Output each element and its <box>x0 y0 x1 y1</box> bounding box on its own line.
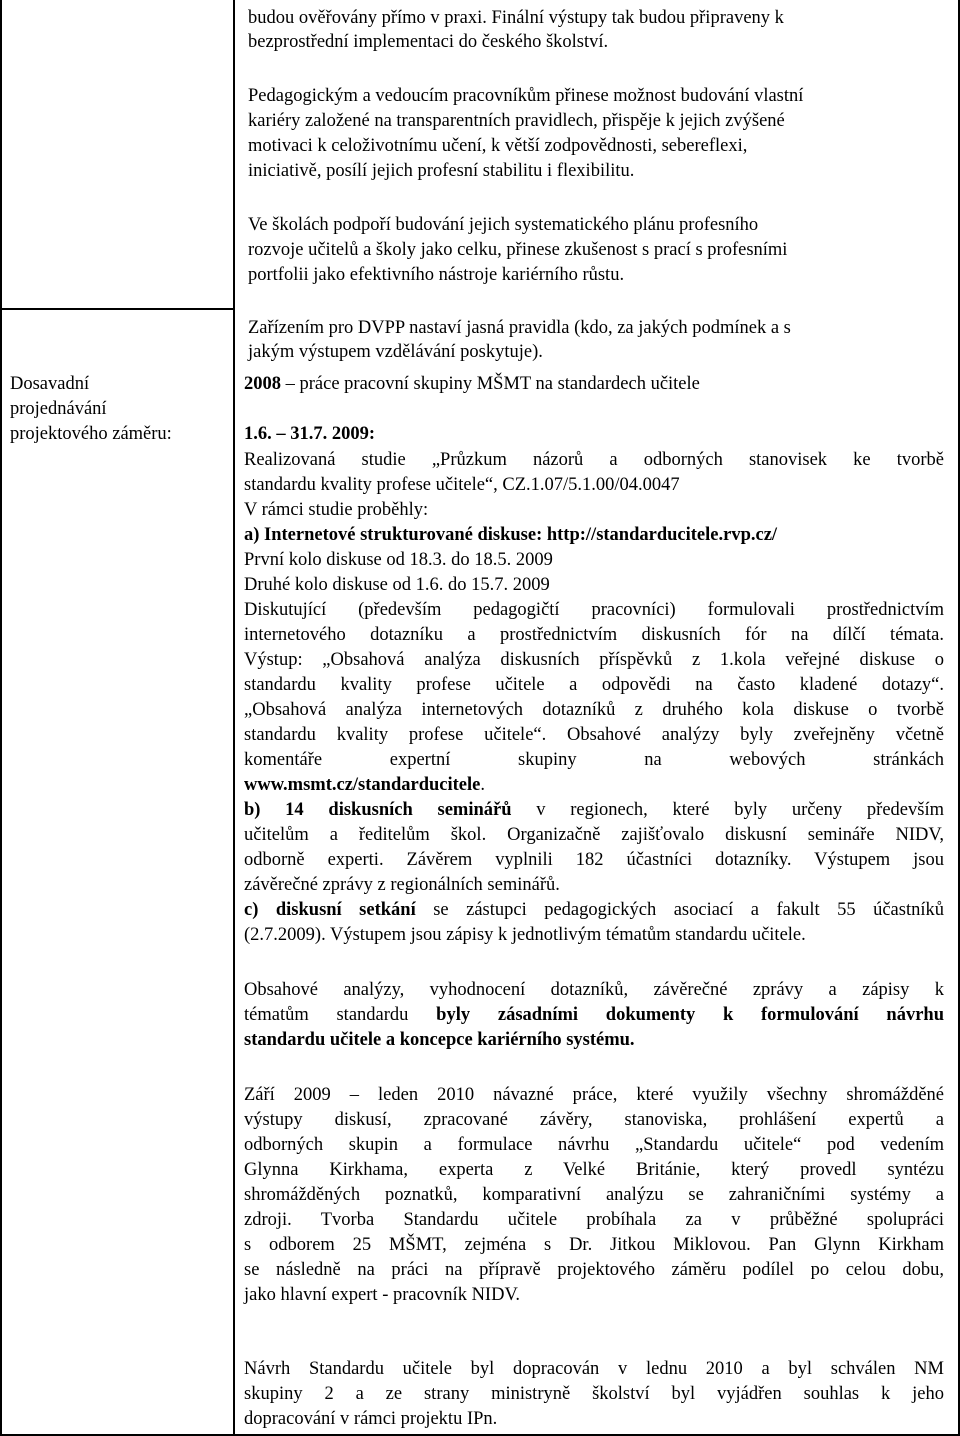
seminars-line: závěrečné zprávy z regionálních seminářů. <box>244 875 560 895</box>
table-column-divider <box>233 0 235 1436</box>
discussion-text-line: standardu kvality profese učitele“. Obsahové analýzy byly zveřejněny včetně <box>244 725 944 745</box>
paragraph-final-outputs-line: budou ověřovány přímo v praxi. Finální výstupy tak budou připraveny k <box>248 8 784 28</box>
seminars-text: v regionech, které byly určeny především <box>511 800 944 820</box>
discussion-round-1: První kolo diskuse od 18.3. do 18.5. 2009 <box>244 550 553 570</box>
meeting-line <box>244 898 944 922</box>
discussion-text-line: komentáře expertní skupiny na webových stránkách <box>244 750 944 770</box>
left-cell-divider <box>0 308 233 310</box>
history-2008-line <box>244 372 700 396</box>
approval-paragraph-line: dopracování v rámci projektu IPn. <box>244 1409 498 1429</box>
table-border-left <box>0 0 2 1436</box>
paragraph-dvpp-line: jakým výstupem vzdělávání poskytuje). <box>248 342 543 362</box>
discussion-text-line: standardu kvality profese učitele a odpovědi na často kladené dotazy“. <box>244 675 944 695</box>
kirkham-paragraph-line: Glynna Kirkhama, experta z Velké Británie, který provedl syntézu <box>244 1160 944 1180</box>
discussion-text-line: „Obsahová analýza internetových dotazníků z druhého kola diskuse o tvorbě <box>244 700 944 720</box>
paragraph-dvpp-line: Zařízením pro DVPP nastaví jasná pravidla (kdo, za jakých podmínek a s <box>248 318 791 338</box>
outputs-summary-line: standardu učitele a koncepce kariérního systému. <box>244 1030 635 1050</box>
row-label-line-1: Dosavadní <box>10 374 90 394</box>
discussion-text-line: Výstup: „Obsahová analýza diskusních příspěvků z 1.kola veřejné diskuse o <box>244 650 944 670</box>
outputs-summary-bold: byly zásadními dokumenty k formulování návrhu <box>436 1005 944 1025</box>
kirkham-paragraph-line: se následně na práci na přípravě projektového záměru podílel po celou dobu, <box>244 1260 944 1280</box>
seminars-heading: b) 14 diskusních seminářů <box>244 800 512 820</box>
year-2008: 2008 <box>244 374 281 394</box>
paragraph-benefits-schools-line: rozvoje učitelů a školy jako celku, přinese zkušenost s prací s profesními <box>248 240 788 260</box>
meeting-heading: c) diskusní setkání <box>244 900 416 920</box>
paragraph-final-outputs-line: bezprostřední implementaci do českého školství. <box>248 32 609 52</box>
kirkham-paragraph-line: s odborem 25 MŠMT, zejména s Dr. Jitkou Miklovou. Pan Glynn Kirkham <box>244 1235 944 1255</box>
approval-paragraph-line: skupiny 2 a ze strany ministryně školství byl vyjádřen souhlas k jeho <box>244 1384 944 1404</box>
paragraph-benefits-staff-line: Pedagogickým a vedoucím pracovníkům přinese možnost budování vlastní <box>248 86 804 106</box>
discussion-text-line: internetového dotazníku a prostřednictvím diskusních fór na dílčí témata. <box>244 625 944 645</box>
row-label-line-2: projednávání <box>10 399 107 419</box>
paragraph-benefits-staff-line: iniciativě, posílí jejich profesní stabilitu i flexibilitu. <box>248 161 635 181</box>
kirkham-paragraph-line: odborných skupin a formulace návrhu „Standardu učitele“ pod vedením <box>244 1135 944 1155</box>
outputs-summary-line <box>244 1003 944 1027</box>
approval-paragraph-line: Návrh Standardu učitele byl dopracován v lednu 2010 a byl schválen NM <box>244 1359 944 1379</box>
kirkham-paragraph-line: jako hlavní expert - pracovník NIDV. <box>244 1285 521 1305</box>
paragraph-benefits-staff-line: motivaci k celoživotnímu učení, k větší zodpovědnosti, sebereflexi, <box>248 136 748 156</box>
seminars-line <box>244 798 944 822</box>
kirkham-paragraph-line: shromážděných poznatků, komparativní analýzu se zahraničními systémy a <box>244 1185 944 1205</box>
outputs-summary-text: tématům standardu <box>244 1005 437 1025</box>
kirkham-paragraph-line: výstupy diskusí, zpracované závěry, stanoviska, prohlášení expertů a <box>244 1110 944 1130</box>
msmt-link[interactable]: www.msmt.cz/standarducitele <box>244 775 481 795</box>
row-label-line-3: projektového záměru: <box>10 424 172 444</box>
sentence-end: . <box>480 775 485 795</box>
study-line: standardu kvality profese učitele“, CZ.1.07/5.1.00/04.0047 <box>244 475 680 495</box>
study-line: Realizovaná studie „Průzkum názorů a odborných stanovisek ke tvorbě <box>244 450 944 470</box>
meeting-text: se zástupci pedagogických asociací a fakult 55 účastníků <box>415 900 944 920</box>
paragraph-benefits-schools-line: portfolii jako efektivního nástroje kariérního růstu. <box>248 265 625 285</box>
paragraph-benefits-schools-line: Ve školách podpoří budování jejich systematického plánu profesního <box>248 215 759 235</box>
date-range-heading: 1.6. – 31.7. 2009: <box>244 424 376 444</box>
discussion-text-line: Diskutující (především pedagogičtí pracovníci) formulovali prostřednictvím <box>244 600 944 620</box>
seminars-line: učitelům a ředitelům škol. Organizačně zajišťovalo diskusní semináře NIDV, <box>244 825 944 845</box>
history-2008-text: – práce pracovní skupiny MŠMT na standardech učitele <box>281 374 700 394</box>
kirkham-paragraph-line: zdroji. Tvorba Standardu učitele probíhala za v průběžné spolupráci <box>244 1210 944 1230</box>
discussion-text-line <box>244 773 485 797</box>
outputs-summary-line: Obsahové analýzy, vyhodnocení dotazníků, závěrečné zprávy a zápisy k <box>244 980 944 1000</box>
paragraph-benefits-staff-line: kariéry založené na transparentních pravidlech, přispěje k jejich zvýšené <box>248 111 785 131</box>
meeting-line: (2.7.2009). Výstupem jsou zápisy k jednotlivým tématům standardu učitele. <box>244 925 806 945</box>
kirkham-paragraph-line: Září 2009 – leden 2010 návazné práce, které využily všechny shromážděné <box>244 1085 944 1105</box>
seminars-line: odborně experti. Závěrem vyplnili 182 účastníci dotazníky. Výstupem jsou <box>244 850 944 870</box>
study-line: V rámci studie proběhly: <box>244 500 429 520</box>
discussion-a-heading: a) Internetové strukturované diskuse: http://standarducitele.rvp.cz/ <box>244 525 778 545</box>
discussion-round-2: Druhé kolo diskuse od 1.6. do 15.7. 2009 <box>244 575 550 595</box>
